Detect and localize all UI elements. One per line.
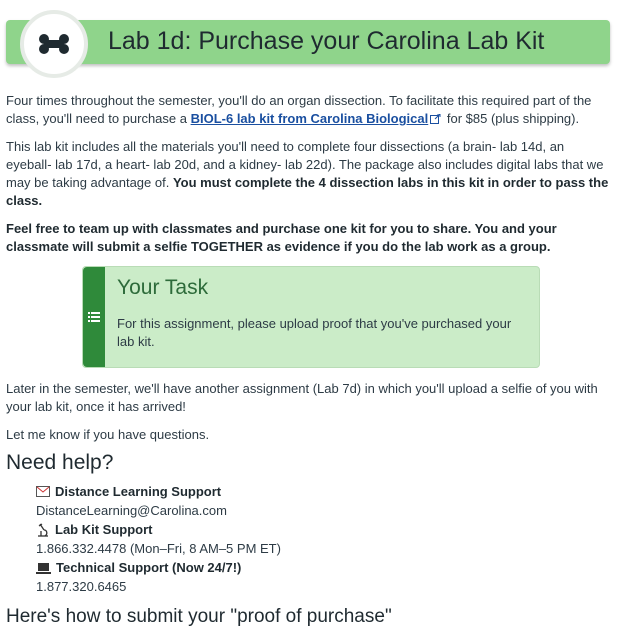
bone-icon xyxy=(38,34,70,54)
proof-heading: Here's how to submit your "proof of purchase" xyxy=(6,606,392,627)
intro-paragraph-1 xyxy=(6,92,610,128)
task-bar xyxy=(83,267,105,367)
laptop-icon xyxy=(36,562,51,574)
tech-support-row xyxy=(36,558,610,577)
labkit-support-label: Lab Kit Support xyxy=(55,522,153,537)
task-box xyxy=(82,266,540,368)
labkit-support-phone: 1.866.332.4478 (Mon–Fri, 8 AM–5 PM ET) xyxy=(36,541,281,556)
task-body: For this assignment, please upload proof that you've purchased your lab kit. xyxy=(117,316,512,349)
distance-support-row xyxy=(36,482,610,501)
page-title: Lab 1d: Purchase your Carolina Lab Kit xyxy=(108,27,545,55)
intro-paragraph-2 xyxy=(6,138,610,210)
task-list-icon xyxy=(88,311,100,323)
intro-price-text: for $85 (plus shipping). xyxy=(443,111,580,126)
main-content xyxy=(6,92,610,626)
task-title: Your Task xyxy=(117,276,209,299)
banner-icon-circle xyxy=(20,10,88,78)
labkit-support-row xyxy=(36,520,610,539)
kit-contents-text: This lab kit includes all the materials you'll need to complete four dissections (a brain- lab 14d, an eyeball- lab 17d, a heart- lab 20d, and a kidney- lab 22d). The package also includes digital labs that we may be taking advantage of. xyxy=(6,139,604,190)
distance-support-label: Distance Learning Support xyxy=(55,484,222,499)
tech-support-label: Technical Support (Now 24/7!) xyxy=(56,560,242,575)
requirement-text: You must complete the 4 dissection labs in this kit in order to pass the class. xyxy=(6,175,609,208)
team-up-text: Feel free to team up with classmates and purchase one kit for you to share. You and your classmate will submit a selfie TOGETHER as evidence if you do the lab work as a group. xyxy=(6,221,557,254)
need-help-heading: Need help? xyxy=(6,451,114,474)
email-icon xyxy=(36,486,50,497)
intro-text: Four times throughout the semester, you'll do an organ dissection. To facilitate this required part of the class, you'll need to purchase a xyxy=(6,93,592,126)
distance-support-email[interactable]: DistanceLearning@Carolina.com xyxy=(36,503,227,518)
intro-paragraph-3 xyxy=(6,220,610,256)
support-list xyxy=(36,482,610,596)
tech-support-phone: 1.877.320.6465 xyxy=(36,579,127,594)
external-link-icon xyxy=(430,114,441,124)
microscope-icon xyxy=(36,523,50,537)
questions-paragraph: Let me know if you have questions. xyxy=(6,427,210,442)
lab-kit-link[interactable]: BIOL-6 lab kit from Carolina Biological xyxy=(190,111,429,126)
later-paragraph: Later in the semester, we'll have another assignment (Lab 7d) in which you'll upload a selfie of you with your lab kit, once it has arrived! xyxy=(6,381,598,414)
